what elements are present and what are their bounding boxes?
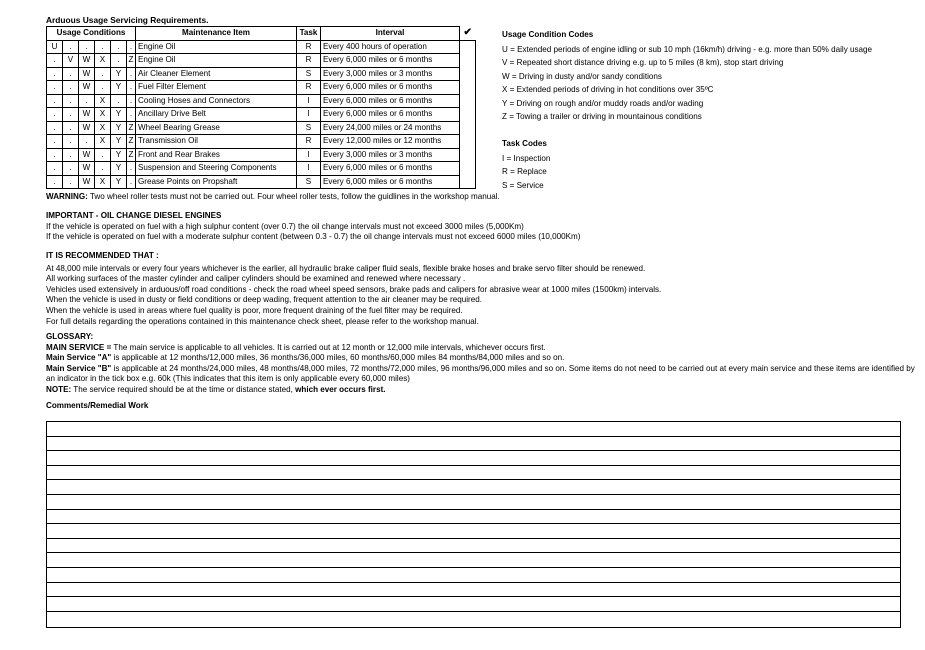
table-row: [47, 175, 476, 189]
usage-code-cell: .: [63, 148, 79, 162]
tick-box[interactable]: [460, 121, 476, 135]
maintenance-item-cell: Fuel Filter Element: [136, 81, 297, 95]
usage-code-cell: Y: [111, 175, 127, 189]
usage-conditions-header: Usage Conditions: [47, 27, 136, 41]
tick-box[interactable]: [460, 40, 476, 54]
usage-code-cell: .: [95, 40, 111, 54]
tick-box[interactable]: [460, 94, 476, 108]
maintenance-item-cell: Engine Oil: [136, 54, 297, 68]
usage-code-cell: .: [79, 40, 95, 54]
usage-code-cell: W: [79, 148, 95, 162]
usage-code-cell: W: [79, 175, 95, 189]
table-row: [47, 54, 476, 68]
task-cell: S: [297, 121, 321, 135]
usage-code-cell: Z: [127, 54, 136, 68]
usage-code-item: U = Extended periods of engine idling or sub 10 mph (16km/h) driving - e.g. more than 50% daily usage: [502, 45, 873, 54]
oil-change-line: If the vehicle is operated on fuel with a high sulphur content (over 0.7) the oil change intervals must not exceed 3000 miles (5,000Km): [46, 221, 524, 231]
usage-code-cell: .: [127, 94, 136, 108]
task-code-item: I = Inspection: [502, 154, 551, 163]
recommended-line: When the vehicle is used in dusty or field conditions or deep wading, frequent attention to the air cleaner may be required.: [46, 295, 482, 305]
interval-cell: Every 6,000 miles or 6 months: [321, 81, 460, 95]
usage-code-cell: .: [63, 81, 79, 95]
comment-line[interactable]: [47, 422, 900, 437]
usage-code-cell: .: [47, 135, 63, 149]
table-row: [47, 81, 476, 95]
recommended-line: All working surfaces of the master cylinder and caliper cylinders should be examined and renewed where necessary .: [46, 274, 466, 284]
usage-code-cell: .: [47, 94, 63, 108]
usage-code-cell: .: [127, 108, 136, 122]
usage-code-cell: .: [95, 148, 111, 162]
usage-code-cell: X: [95, 54, 111, 68]
comments-heading: Comments/Remedial Work: [46, 401, 149, 410]
usage-code-cell: .: [63, 67, 79, 81]
usage-code-cell: Z: [127, 121, 136, 135]
usage-code-item: V = Repeated short distance driving e.g. up to 5 miles (8 km), stop start driving: [502, 58, 784, 68]
task-cell: R: [297, 81, 321, 95]
usage-code-cell: Y: [111, 121, 127, 135]
comments-lines[interactable]: [46, 421, 901, 628]
task-codes: [502, 139, 922, 194]
maintenance-item-cell: Transmission Oil: [136, 135, 297, 149]
comment-line[interactable]: [47, 451, 900, 466]
interval-cell: Every 3,000 miles or 3 months: [321, 67, 460, 81]
task-header: Task: [297, 27, 321, 41]
comment-line[interactable]: [47, 524, 900, 539]
recommended-heading: IT IS RECOMMENDED THAT :: [46, 251, 159, 260]
usage-code-cell: Z: [127, 148, 136, 162]
usage-code-cell: .: [111, 94, 127, 108]
interval-cell: Every 6,000 miles or 6 months: [321, 175, 460, 189]
usage-code-cell: X: [95, 94, 111, 108]
usage-code-cell: .: [127, 162, 136, 176]
usage-code-cell: .: [127, 81, 136, 95]
tick-box[interactable]: [460, 81, 476, 95]
comment-line[interactable]: [47, 597, 900, 612]
usage-code-cell: .: [127, 67, 136, 81]
usage-code-item: X = Extended periods of driving in hot conditions over 35ºC: [502, 85, 714, 95]
usage-code-cell: W: [79, 108, 95, 122]
comment-line[interactable]: [47, 466, 900, 481]
usage-code-cell: .: [47, 175, 63, 189]
usage-code-cell: W: [79, 81, 95, 95]
usage-code-cell: Y: [111, 108, 127, 122]
table-row: [47, 148, 476, 162]
interval-cell: Every 6,000 miles or 6 months: [321, 94, 460, 108]
usage-code-cell: .: [95, 162, 111, 176]
comment-line[interactable]: [47, 568, 900, 583]
maintenance-item-cell: Wheel Bearing Grease: [136, 121, 297, 135]
usage-code-cell: W: [79, 121, 95, 135]
usage-code-cell: .: [47, 108, 63, 122]
comment-line[interactable]: [47, 480, 900, 495]
usage-code-cell: Z: [127, 135, 136, 149]
interval-cell: Every 12,000 miles or 12 months: [321, 135, 460, 149]
usage-code-cell: .: [47, 81, 63, 95]
interval-cell: Every 6,000 miles or 6 months: [321, 54, 460, 68]
oil-change-heading: IMPORTANT - OIL CHANGE DIESEL ENGINES: [46, 211, 222, 220]
glossary-service-b: Main Service "B" is applicable at 24 months/24,000 miles, 48 months/48,000 miles, 72 months/72,000 miles, 96 months/96,000 miles and so on. Some items do not need to be carried out at every main service and these items are identified by an indicator in the tick box e.g. 60k (This indicates that this item is only applicable every 60,000 miles): [46, 363, 915, 384]
comment-line[interactable]: [47, 510, 900, 525]
maintenance-item-cell: Front and Rear Brakes: [136, 148, 297, 162]
usage-code-cell: W: [79, 162, 95, 176]
oil-change-section: [46, 211, 916, 243]
usage-code-cell: .: [79, 135, 95, 149]
tick-box[interactable]: [460, 54, 476, 68]
interval-cell: Every 6,000 miles or 6 months: [321, 162, 460, 176]
recommended-line: When the vehicle is used in areas where fuel quality is poor, more frequent draining of the fuel filter may be required.: [46, 305, 463, 315]
usage-code-cell: .: [63, 108, 79, 122]
usage-code-cell: X: [95, 135, 111, 149]
usage-code-cell: .: [95, 81, 111, 95]
interval-cell: Every 24,000 miles or 24 months: [321, 121, 460, 135]
maintenance-item-cell: Suspension and Steering Components: [136, 162, 297, 176]
tick-box[interactable]: [460, 175, 476, 189]
comment-line[interactable]: [47, 612, 900, 627]
usage-code-cell: .: [63, 175, 79, 189]
comment-line[interactable]: [47, 437, 900, 452]
usage-code-cell: .: [47, 148, 63, 162]
task-code-item: S = Service: [502, 180, 544, 190]
table-row: [47, 94, 476, 108]
table-row: [47, 40, 476, 54]
task-cell: R: [297, 54, 321, 68]
tick-box[interactable]: [460, 162, 476, 176]
task-cell: I: [297, 148, 321, 162]
task-cell: R: [297, 40, 321, 54]
task-codes-heading: Task Codes: [502, 139, 547, 148]
usage-code-cell: X: [95, 108, 111, 122]
usage-code-cell: Y: [111, 162, 127, 176]
usage-code-cell: Y: [111, 148, 127, 162]
task-cell: R: [297, 135, 321, 149]
glossary-section: [46, 332, 916, 396]
table-row: [47, 162, 476, 176]
usage-code-cell: .: [63, 94, 79, 108]
interval-header: Interval: [321, 27, 460, 41]
task-cell: S: [297, 67, 321, 81]
maintenance-item-cell: Air Cleaner Element: [136, 67, 297, 81]
comment-line[interactable]: [47, 553, 900, 568]
warning-body: Two wheel roller tests must not be carried out. Four wheel roller tests, follow the guidlines in the workshop manual.: [87, 192, 500, 201]
task-cell: I: [297, 108, 321, 122]
usage-code-cell: .: [111, 54, 127, 68]
usage-code-item: Y = Driving on rough and/or muddy roads and/or wading: [502, 98, 704, 108]
usage-code-cell: U: [47, 40, 63, 54]
usage-code-cell: X: [95, 121, 111, 135]
usage-condition-codes: [502, 30, 922, 125]
comment-line[interactable]: [47, 539, 900, 554]
oil-change-line: If the vehicle is operated on fuel with a moderate sulphur content (between 0.3 - 0.7) the oil change intervals must not exceed 6000 miles (10,000Km): [46, 232, 581, 242]
usage-code-item: Z = Towing a trailer or driving in mountainous conditions: [502, 111, 702, 121]
task-cell: S: [297, 175, 321, 189]
recommended-line: For full details regarding the operations contained in this maintenance check sheet, please refer to the workshop manual.: [46, 316, 479, 326]
usage-code-cell: .: [47, 121, 63, 135]
usage-code-cell: .: [63, 135, 79, 149]
usage-code-cell: .: [63, 121, 79, 135]
usage-code-cell: .: [127, 175, 136, 189]
glossary-main-service: MAIN SERVICE = The main service is applicable to all vehicles. It is carried out at 12 month or 12,000 mile intervals, whichever occurs first.: [46, 342, 546, 352]
usage-code-cell: Y: [111, 67, 127, 81]
comment-line[interactable]: [47, 495, 900, 510]
maintenance-item-cell: Engine Oil: [136, 40, 297, 54]
servicing-table: [46, 26, 476, 189]
tick-box[interactable]: [460, 148, 476, 162]
glossary-note: NOTE: The service required should be at the time or distance stated, which ever occurs first.: [46, 384, 386, 394]
maintenance-item-cell: Cooling Hoses and Connectors: [136, 94, 297, 108]
usage-code-cell: .: [127, 40, 136, 54]
recommended-line: At 48,000 mile intervals or every four years whichever is the earlier, all hydraulic brake caliper fluid seals, flexible brake hoses and brake servo filter should be renewed.: [46, 263, 646, 273]
task-cell: I: [297, 162, 321, 176]
maintenance-item-header: Maintenance Item: [136, 27, 297, 41]
usage-code-cell: Y: [111, 135, 127, 149]
usage-code-cell: .: [63, 162, 79, 176]
usage-code-cell: V: [63, 54, 79, 68]
tick-box[interactable]: [460, 67, 476, 81]
usage-code-cell: .: [47, 54, 63, 68]
tick-header-icon: ✔: [463, 27, 472, 38]
task-cell: I: [297, 94, 321, 108]
usage-code-cell: X: [95, 175, 111, 189]
table-row: [47, 121, 476, 135]
usage-codes-heading: Usage Condition Codes: [502, 30, 594, 39]
comment-line[interactable]: [47, 583, 900, 598]
interval-cell: Every 3,000 miles or 3 months: [321, 148, 460, 162]
maintenance-item-cell: Ancillary Drive Belt: [136, 108, 297, 122]
tick-box[interactable]: [460, 108, 476, 122]
maintenance-item-cell: Grease Points on Propshaft: [136, 175, 297, 189]
usage-code-cell: .: [47, 67, 63, 81]
glossary-heading: GLOSSARY:: [46, 332, 94, 341]
warning-label: WARNING:: [46, 192, 88, 201]
page-title: Arduous Usage Servicing Requirements.: [46, 15, 209, 25]
recommended-section: [46, 251, 916, 327]
usage-code-cell: .: [111, 40, 127, 54]
interval-cell: Every 6,000 miles or 6 months: [321, 108, 460, 122]
usage-code-cell: W: [79, 67, 95, 81]
usage-code-cell: W: [79, 54, 95, 68]
usage-code-cell: Y: [111, 81, 127, 95]
usage-code-cell: .: [63, 40, 79, 54]
usage-code-item: W = Driving in dusty and/or sandy conditions: [502, 71, 662, 81]
recommended-line: Vehicles used extensively in arduous/off road conditions - check the road wheel speed sensors, brake pads and calipers for abrasive wear at 1000 miles (1500km) intervals.: [46, 284, 662, 294]
table-row: [47, 67, 476, 81]
usage-code-cell: .: [79, 94, 95, 108]
interval-cell: Every 400 hours of operation: [321, 40, 460, 54]
task-code-item: R = Replace: [502, 167, 547, 177]
table-row: [47, 108, 476, 122]
tick-box[interactable]: [460, 135, 476, 149]
table-row: [47, 135, 476, 149]
usage-code-cell: .: [95, 67, 111, 81]
usage-code-cell: .: [47, 162, 63, 176]
glossary-service-a: Main Service "A" is applicable at 12 months/12,000 miles, 36 months/36,000 miles, 60 months/60,000 miles 84 months/84,000 miles and so on.: [46, 353, 565, 363]
